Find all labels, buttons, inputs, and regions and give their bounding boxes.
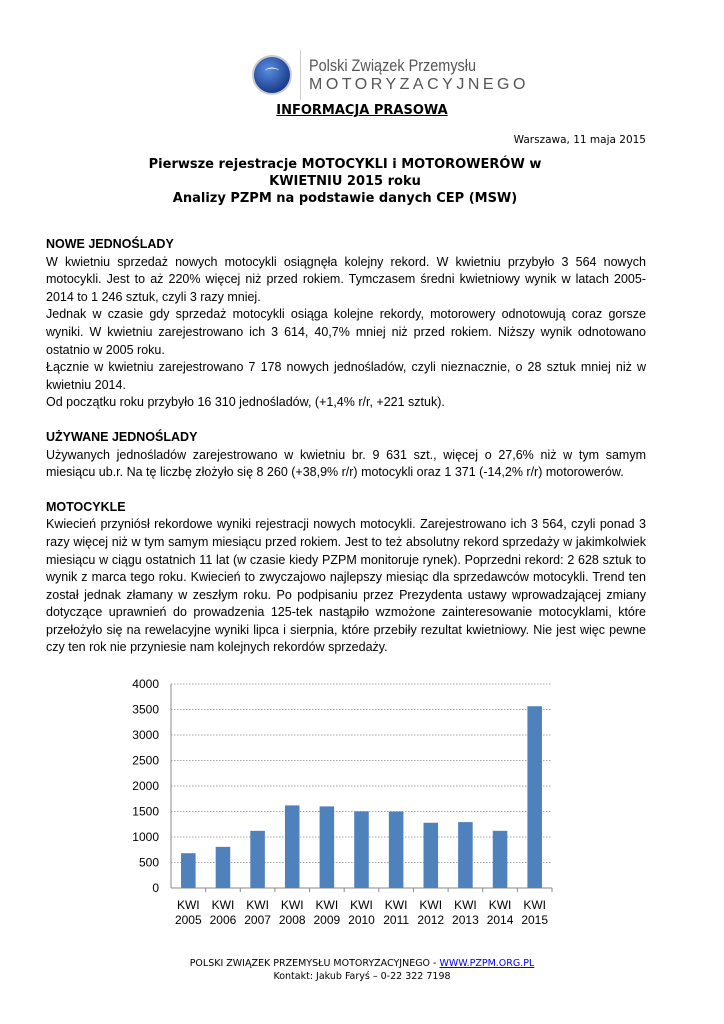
x-tick-label: 2012 [417,913,445,928]
x-tick-label: KWI [280,898,304,913]
x-tick-label: KWI [523,898,547,913]
x-tick-label: KWI [454,898,477,913]
bar [354,811,369,888]
document-body [46,236,646,934]
x-tick-label: 2009 [313,913,341,928]
logo-divider [300,50,301,100]
section-used [46,429,646,482]
x-tick-label: 2007 [244,913,271,928]
y-tick-label: 4000 [132,677,159,692]
y-tick-label: 2000 [132,779,159,794]
x-tick-label: 2011 [383,913,410,928]
bar [320,806,335,888]
section-heading: MOTOCYKLE [46,499,126,514]
bar [250,831,265,888]
x-tick-label: KWI [211,898,235,913]
x-tick-label: KWI [176,898,200,913]
y-tick-label: 500 [138,855,159,870]
footer-org: POLSKI ZWIĄZEK PRZEMYSŁU MOTORYZACYJNEGO - [189,958,440,969]
bar [423,823,438,888]
bar-chart [130,674,560,934]
bar [216,847,231,888]
x-tick-label: 2014 [486,913,514,928]
section-heading: NOWE JEDNOŚLADY [46,237,174,251]
bar [527,706,542,888]
paragraph: Łącznie w kwietniu zarejestrowano 7 178 nowych jednośladów, czyli nieznacznie, o 28 sztuk mniej niż w kwietniu 2014. [46,360,646,392]
logo-emblem-icon: ⌒ [252,55,292,95]
website-link[interactable]: WWW.PZPM.ORG.PL [439,958,535,969]
paragraph: Używanych jednośladów zarejestrowano w kwietniu br. 9 631 szt., więcej o 27,6% niż w tym samym miesiącu ub.r. Na tę liczbę złożyło się 8 260 (+38,9% r/r) motocykli oraz 1 371 (-14,2% r/r) motorowerów. [46,447,646,480]
x-tick-label: 2013 [452,913,479,928]
x-tick-label: KWI [419,898,443,913]
bar [389,812,404,889]
x-tick-label: 2015 [521,913,549,928]
paragraph: Jednak w czasie gdy sprzedaż motocykli osiąga kolejne rekordy, motorowery odnotowują coraz gorsze wyniki. W kwietniu zarejestrowano ich 3 614, 40,7% mniej niż przed rokiem. Niższy wynik odnotowano ostatnio w 2005 roku. [46,307,646,357]
logo-line1: Polski Związek Przemysłu [309,56,477,75]
section-motorcycles [46,499,646,657]
document-title [0,156,690,207]
logo-line2: MOTORYZACYJNEGO [309,76,529,93]
section-heading: UŻYWANE JEDNOŚLADY [46,429,198,444]
y-tick-label: 3000 [132,728,159,743]
x-tick-label: KWI [315,898,339,913]
y-tick-label: 1000 [132,830,159,845]
y-tick-label: 3500 [132,702,159,717]
paragraph: Od początku roku przybyło 16 310 jednośladów, (+1,4% r/r, +221 sztuk). [46,395,445,410]
paragraph: Kwiecień przyniósł rekordowe wyniki rejestracji nowych motocykli. Zarejestrowano ich 3 564, czyli ponad 3 razy więcej niż w tym samym miesiącu przed rokiem. Jest to też absolutny rekord sprzedaży w jakimkolwiek miesiącu w ciągu ostatnich 11 lat (w czasie kiedy PZPM monitoruje rynek). Poprzedni rekord: 2 628 sztuk to wynik z marca tego roku. Kwiecień to zwyczajowo najlepszy miesiąc dla sprzedawców motocykli. Trend ten został jednak złamany w zeszłym roku. Po podpisaniu przez Prezydenta ustawy wprowadzającej zmiany dotyczące uprawnień do prowadzenia 125-tek nastąpiło wzmożone zainteresowanie motocyklami, które przełożyło się na rewelacyjne wyniki lipca i sierpnia, które przebiły rezultat kwietniowy. Nie jest więc pewne czy ten rok nie przyniesie nam kolejnych rekordów sprzedaży. [46,517,646,655]
title-line: Pierwsze rejestracje MOTOCYKLI i MOTOROWERÓW w [148,157,542,172]
x-tick-label: KWI [350,898,373,913]
x-tick-label: 2010 [348,913,375,928]
pzpm-logo [252,50,529,100]
bar [493,831,508,888]
footer [0,957,724,983]
title-line: Analizy PZPM na podstawie danych CEP (MSW) [172,191,518,206]
date: Warszawa, 11 maja 2015 [513,134,646,146]
x-tick-label: 2006 [209,913,237,928]
bar [285,805,300,888]
press-release-header: INFORMACJA PRASOWA [276,103,448,118]
paragraph: W kwietniu sprzedaż nowych motocykli osiągnęła kolejny rekord. W kwietniu przybyło 3 564 nowych motocykli. Jest to aż 220% więcej niż przed rokiem. Tymczasem średni kwietniowy wynik w latach 2005-2014 to 1 246 sztuk, czyli 3 razy mniej. [46,254,646,304]
section-new [46,236,646,412]
y-tick-label: 1500 [132,804,159,819]
x-tick-label: KWI [246,898,269,913]
bar [181,853,196,888]
x-tick-label: KWI [384,898,408,913]
footer-contact: Kontakt: Jakub Faryś – 0-22 322 7198 [273,971,451,982]
x-tick-label: 2008 [278,913,306,928]
y-tick-label: 0 [152,881,159,896]
bar [458,822,473,888]
y-tick-label: 2500 [132,753,159,768]
title-line: KWIETNIU 2015 roku [269,174,421,189]
x-tick-label: 2005 [174,913,202,928]
x-tick-label: KWI [488,898,512,913]
